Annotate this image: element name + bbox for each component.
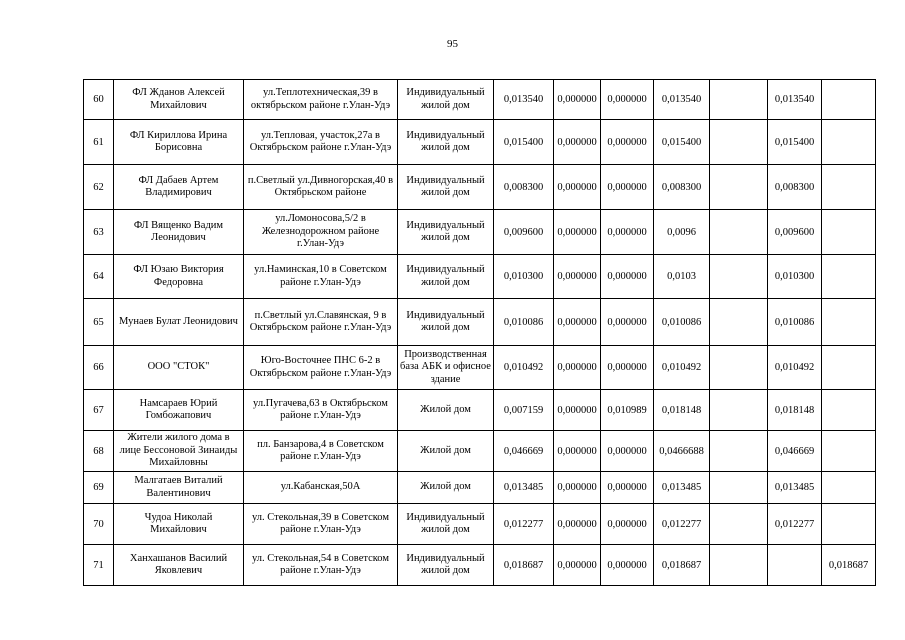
address: ул.Тепловая, участок,27а в Октябрьском районе г.Улан-Удэ (244, 120, 398, 165)
value-col-2: 0,000000 (554, 120, 601, 165)
value-col-3: 0,000000 (601, 545, 654, 586)
owner-name: Малгатаев Виталий Валентинович (114, 472, 244, 504)
value-col-5 (710, 80, 768, 120)
value-col-1: 0,018687 (494, 545, 554, 586)
value-col-6: 0,013485 (768, 472, 822, 504)
value-col-7 (822, 80, 876, 120)
value-col-1: 0,010492 (494, 346, 554, 390)
row-number: 69 (84, 472, 114, 504)
value-col-3: 0,000000 (601, 472, 654, 504)
address: ул.Теплотехническая,39 в октябрьском районе г.Улан-Удэ (244, 80, 398, 120)
table-row (84, 255, 876, 299)
owner-name: ФЛ Дабаев Артем Владимирович (114, 165, 244, 210)
table-row (84, 390, 876, 431)
usage-type: Индивидуальный жилой дом (398, 165, 494, 210)
address: Юго-Восточнее ПНС 6-2 в Октябрьском районе г.Улан-Удэ (244, 346, 398, 390)
value-col-6: 0,010492 (768, 346, 822, 390)
value-col-7 (822, 504, 876, 545)
row-number: 63 (84, 210, 114, 255)
value-col-6: 0,015400 (768, 120, 822, 165)
value-col-5 (710, 431, 768, 472)
address: ул.Ломоносова,5/2 в Железнодорожном районе г.Улан-Удэ (244, 210, 398, 255)
table-body (84, 80, 876, 586)
value-col-6: 0,013540 (768, 80, 822, 120)
address: ул. Стекольная,54 в Советском районе г.Улан-Удэ (244, 545, 398, 586)
value-col-2: 0,000000 (554, 299, 601, 346)
row-number: 70 (84, 504, 114, 545)
value-col-2: 0,000000 (554, 80, 601, 120)
value-col-2: 0,000000 (554, 165, 601, 210)
value-col-4: 0,018687 (654, 545, 710, 586)
address: ул. Стекольная,39 в Советском районе г.Улан-Удэ (244, 504, 398, 545)
table-row (84, 210, 876, 255)
value-col-1: 0,046669 (494, 431, 554, 472)
owner-name: Чудоа Николай Михайлович (114, 504, 244, 545)
owner-name: ФЛ Жданов Алексей Михайлович (114, 80, 244, 120)
value-col-2: 0,000000 (554, 346, 601, 390)
value-col-5 (710, 504, 768, 545)
value-col-2: 0,000000 (554, 504, 601, 545)
table-row (84, 504, 876, 545)
value-col-5 (710, 346, 768, 390)
value-col-1: 0,013485 (494, 472, 554, 504)
value-col-5 (710, 210, 768, 255)
value-col-6: 0,046669 (768, 431, 822, 472)
value-col-4: 0,0466688 (654, 431, 710, 472)
value-col-4: 0,010492 (654, 346, 710, 390)
value-col-5 (710, 390, 768, 431)
value-col-6: 0,010300 (768, 255, 822, 299)
value-col-5 (710, 545, 768, 586)
value-col-5 (710, 299, 768, 346)
value-col-3: 0,000000 (601, 80, 654, 120)
value-col-3: 0,000000 (601, 165, 654, 210)
value-col-2: 0,000000 (554, 431, 601, 472)
value-col-7 (822, 210, 876, 255)
value-col-5 (710, 120, 768, 165)
value-col-7: 0,018687 (822, 545, 876, 586)
value-col-4: 0,008300 (654, 165, 710, 210)
value-col-4: 0,015400 (654, 120, 710, 165)
value-col-1: 0,008300 (494, 165, 554, 210)
value-col-2: 0,000000 (554, 210, 601, 255)
row-number: 61 (84, 120, 114, 165)
value-col-6: 0,010086 (768, 299, 822, 346)
row-number: 62 (84, 165, 114, 210)
usage-type: Жилой дом (398, 390, 494, 431)
address: пл. Банзарова,4 в Советском районе г.Улан-Удэ (244, 431, 398, 472)
value-col-5 (710, 255, 768, 299)
consumer-table (83, 79, 876, 586)
usage-type: Индивидуальный жилой дом (398, 80, 494, 120)
table-row (84, 120, 876, 165)
usage-type: Жилой дом (398, 472, 494, 504)
row-number: 66 (84, 346, 114, 390)
value-col-6: 0,009600 (768, 210, 822, 255)
value-col-2: 0,000000 (554, 390, 601, 431)
owner-name: Жители жилого дома в лице Бессоновой Зинаиды Михайловны (114, 431, 244, 472)
table-row (84, 80, 876, 120)
address: п.Светлый ул.Славянская, 9 в Октябрьском районе г.Улан-Удэ (244, 299, 398, 346)
owner-name: Мунаев Булат Леонидович (114, 299, 244, 346)
value-col-2: 0,000000 (554, 255, 601, 299)
owner-name: Намсараев Юрий Гомбожапович (114, 390, 244, 431)
value-col-7 (822, 255, 876, 299)
value-col-3: 0,000000 (601, 255, 654, 299)
value-col-1: 0,012277 (494, 504, 554, 545)
value-col-7 (822, 165, 876, 210)
value-col-7 (822, 120, 876, 165)
value-col-6 (768, 545, 822, 586)
value-col-5 (710, 165, 768, 210)
table-row (84, 299, 876, 346)
value-col-3: 0,010989 (601, 390, 654, 431)
value-col-1: 0,010086 (494, 299, 554, 346)
value-col-4: 0,013540 (654, 80, 710, 120)
value-col-7 (822, 472, 876, 504)
usage-type: Индивидуальный жилой дом (398, 120, 494, 165)
value-col-3: 0,000000 (601, 431, 654, 472)
usage-type: Индивидуальный жилой дом (398, 299, 494, 346)
table-row (84, 346, 876, 390)
usage-type: Индивидуальный жилой дом (398, 210, 494, 255)
usage-type: Индивидуальный жилой дом (398, 545, 494, 586)
value-col-6: 0,012277 (768, 504, 822, 545)
value-col-2: 0,000000 (554, 545, 601, 586)
value-col-3: 0,000000 (601, 299, 654, 346)
value-col-2: 0,000000 (554, 472, 601, 504)
owner-name: ФЛ Вященко Вадим Леонидович (114, 210, 244, 255)
row-number: 65 (84, 299, 114, 346)
value-col-4: 0,018148 (654, 390, 710, 431)
usage-type: Жилой дом (398, 431, 494, 472)
value-col-6: 0,018148 (768, 390, 822, 431)
row-number: 64 (84, 255, 114, 299)
table-row (84, 431, 876, 472)
usage-type: Производственная база АБК и офисное здание (398, 346, 494, 390)
row-number: 60 (84, 80, 114, 120)
value-col-7 (822, 431, 876, 472)
row-number: 71 (84, 545, 114, 586)
value-col-1: 0,009600 (494, 210, 554, 255)
row-number: 68 (84, 431, 114, 472)
value-col-7 (822, 390, 876, 431)
table-row (84, 472, 876, 504)
value-col-1: 0,013540 (494, 80, 554, 120)
owner-name: ООО "СТОК" (114, 346, 244, 390)
owner-name: Ханхашанов Василий Яковлевич (114, 545, 244, 586)
value-col-4: 0,010086 (654, 299, 710, 346)
value-col-5 (710, 472, 768, 504)
table-row (84, 545, 876, 586)
value-col-3: 0,000000 (601, 504, 654, 545)
page-number: 95 (447, 38, 458, 50)
value-col-7 (822, 299, 876, 346)
value-col-3: 0,000000 (601, 120, 654, 165)
owner-name: ФЛ Юзаю Виктория Федоровна (114, 255, 244, 299)
value-col-1: 0,015400 (494, 120, 554, 165)
usage-type: Индивидуальный жилой дом (398, 504, 494, 545)
value-col-4: 0,0103 (654, 255, 710, 299)
address: ул.Пугачева,63 в Октябрьском районе г.Улан-Удэ (244, 390, 398, 431)
value-col-4: 0,0096 (654, 210, 710, 255)
address: п.Светлый ул.Дивногорская,40 в Октябрьском районе (244, 165, 398, 210)
value-col-1: 0,007159 (494, 390, 554, 431)
value-col-4: 0,012277 (654, 504, 710, 545)
owner-name: ФЛ Кириллова Ирина Борисовна (114, 120, 244, 165)
value-col-6: 0,008300 (768, 165, 822, 210)
address: ул.Кабанская,50А (244, 472, 398, 504)
value-col-1: 0,010300 (494, 255, 554, 299)
usage-type: Индивидуальный жилой дом (398, 255, 494, 299)
value-col-3: 0,000000 (601, 346, 654, 390)
table-row (84, 165, 876, 210)
value-col-7 (822, 346, 876, 390)
value-col-4: 0,013485 (654, 472, 710, 504)
row-number: 67 (84, 390, 114, 431)
value-col-3: 0,000000 (601, 210, 654, 255)
address: ул.Наминская,10 в Советском районе г.Улан-Удэ (244, 255, 398, 299)
